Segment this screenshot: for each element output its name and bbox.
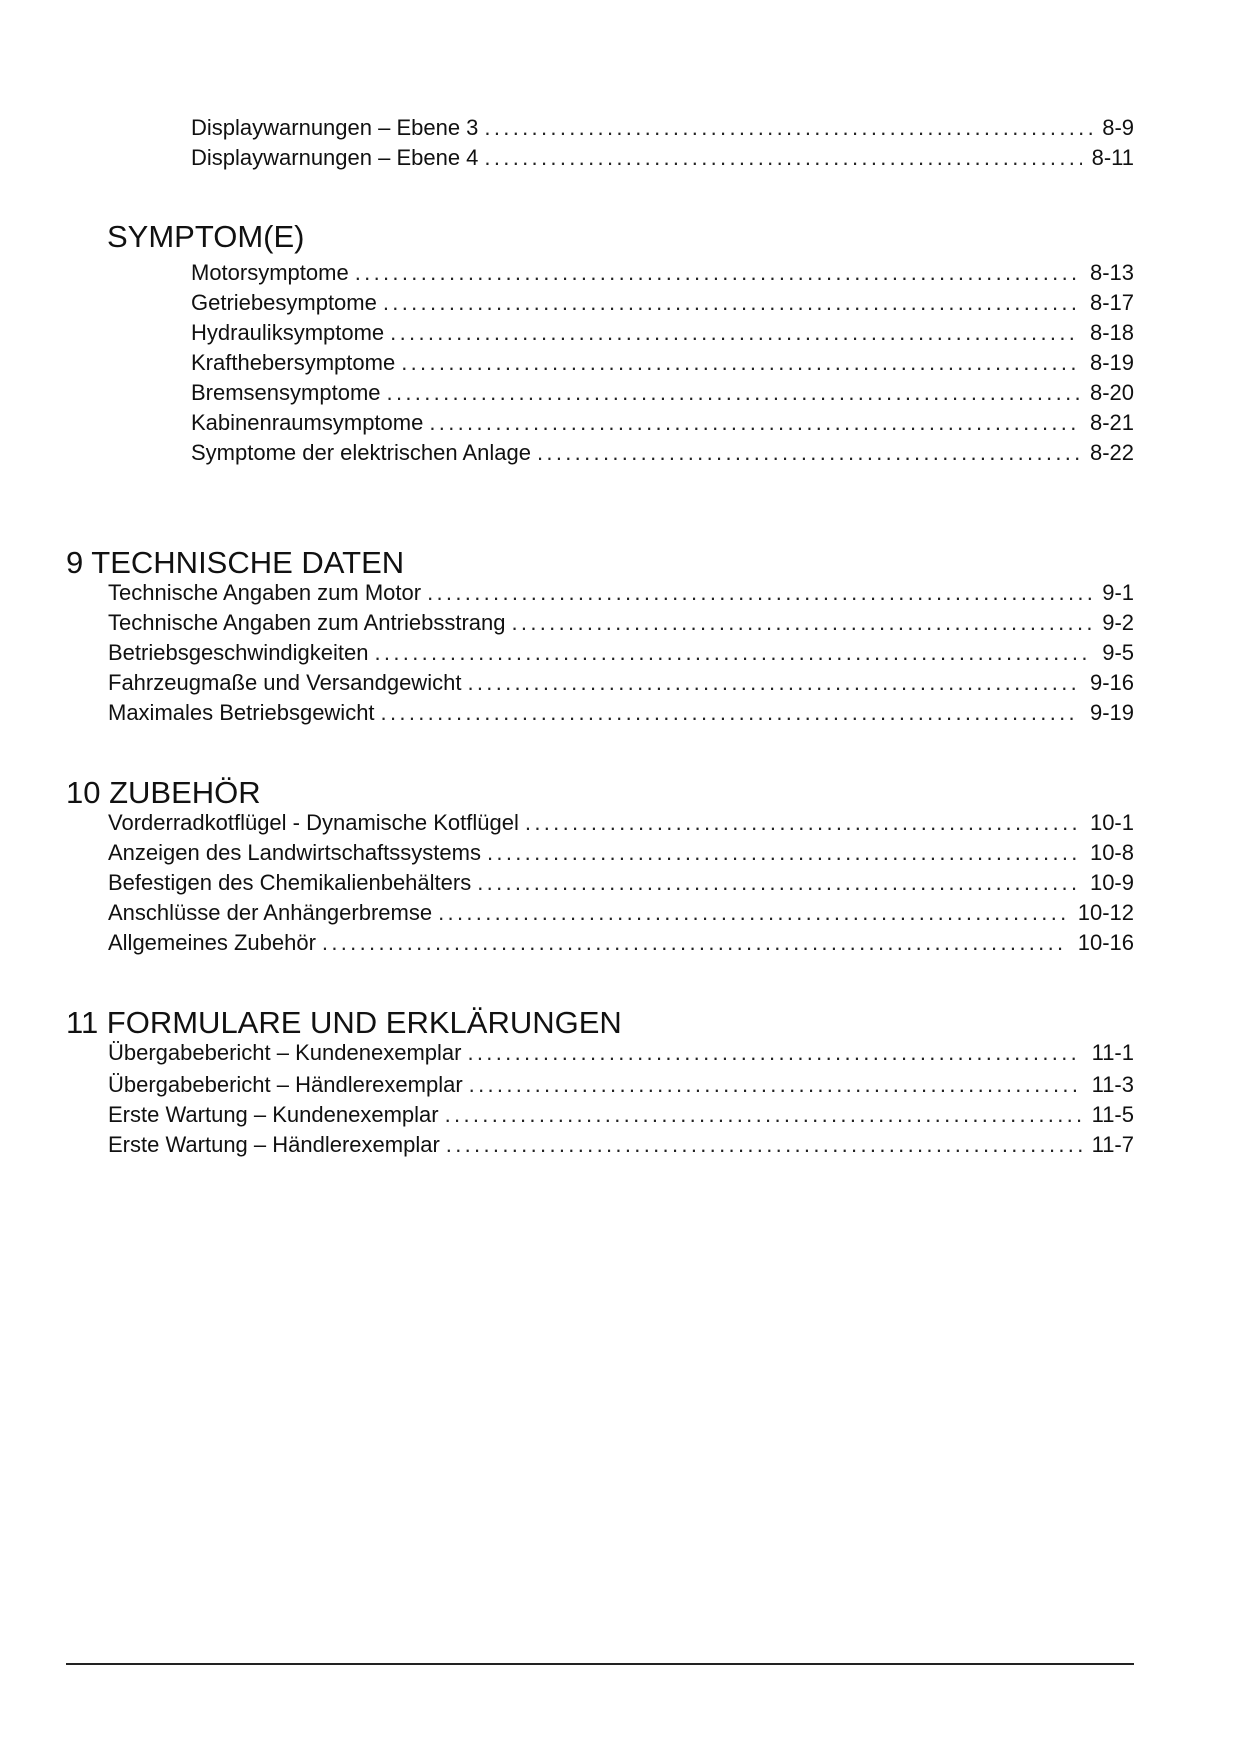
toc-entry-label: Befestigen des Chemikalienbehälters xyxy=(108,870,472,895)
toc-entry[interactable] xyxy=(108,928,1134,958)
toc-entry[interactable] xyxy=(191,348,1134,378)
dot-leader xyxy=(487,838,1080,868)
toc-entry-page: 8-19 xyxy=(1089,350,1134,375)
toc-entry[interactable] xyxy=(108,868,1134,898)
section-heading-formulare: 11 FORMULARE UND ERKLÄRUNGEN xyxy=(66,1005,622,1040)
toc-entry-page: 11-3 xyxy=(1091,1072,1134,1097)
toc-entry-page: 9-16 xyxy=(1089,670,1134,695)
dot-leader xyxy=(467,1038,1081,1068)
dot-leader xyxy=(445,1100,1082,1130)
toc-entry-label: Fahrzeugmaße und Versandgewicht xyxy=(108,670,462,695)
toc-entry[interactable] xyxy=(108,808,1134,838)
toc-entry-page: 10-16 xyxy=(1077,930,1134,955)
dot-leader xyxy=(322,928,1068,958)
toc-entry-label: Displaywarnungen – Ebene 3 xyxy=(191,115,479,140)
toc-entry-page: 11-1 xyxy=(1091,1040,1134,1065)
dot-leader xyxy=(525,808,1080,838)
toc-entry-page: 9-1 xyxy=(1102,580,1134,605)
toc-entry-label: Motorsymptome xyxy=(191,260,349,285)
toc-entry[interactable] xyxy=(108,898,1134,928)
section-heading-technische-daten: 9 TECHNISCHE DATEN xyxy=(66,545,405,580)
toc-entry-label: Technische Angaben zum Antriebsstrang xyxy=(108,610,506,635)
toc-entry-page: 9-2 xyxy=(1102,610,1134,635)
toc-entry-label: Technische Angaben zum Motor xyxy=(108,580,422,605)
toc-entry-page: 10-8 xyxy=(1089,840,1134,865)
section-heading-zubehoer: 10 ZUBEHÖR xyxy=(66,775,261,810)
toc-entry-label: Anschlüsse der Anhängerbremse xyxy=(108,900,433,925)
dot-leader xyxy=(438,898,1068,928)
toc-entry-label: Betriebsgeschwindigkeiten xyxy=(108,640,369,665)
toc-entry[interactable] xyxy=(108,698,1134,728)
toc-entry-page: 8-21 xyxy=(1089,410,1134,435)
toc-entry-page: 11-5 xyxy=(1091,1102,1134,1127)
toc-entry-label: Kabinenraumsymptome xyxy=(191,410,424,435)
toc-entry-label: Symptome der elektrischen Anlage xyxy=(191,440,531,465)
dot-leader xyxy=(469,1070,1082,1100)
toc-entry[interactable] xyxy=(108,608,1134,638)
dot-leader xyxy=(467,668,1080,698)
toc-entry-label: Hydrauliksymptome xyxy=(191,320,385,345)
toc-entry-page: 9-19 xyxy=(1089,700,1134,725)
toc-entry-label: Bremsensymptome xyxy=(191,380,381,405)
toc-entry[interactable] xyxy=(108,668,1134,698)
toc-entry-label: Erste Wartung – Händlerexemplar xyxy=(108,1132,440,1157)
toc-entry-label: Vorderradkotflügel - Dynamische Kotflügel xyxy=(108,810,519,835)
toc-entry[interactable] xyxy=(191,113,1134,143)
dot-leader xyxy=(375,638,1093,668)
dot-leader xyxy=(401,348,1080,378)
toc-entry-page: 8-17 xyxy=(1089,290,1134,315)
toc-entry-label: Maximales Betriebsgewicht xyxy=(108,700,375,725)
dot-leader xyxy=(484,113,1092,143)
toc-entry[interactable] xyxy=(108,1038,1134,1068)
toc-entry-label: Übergabebericht – Kundenexemplar xyxy=(108,1040,462,1065)
toc-entry[interactable] xyxy=(108,638,1134,668)
toc-entry-label: Allgemeines Zubehör xyxy=(108,930,316,955)
dot-leader xyxy=(355,258,1080,288)
toc-entry-page: 10-1 xyxy=(1089,810,1134,835)
footer-rule xyxy=(66,1663,1134,1665)
toc-entry-page: 8-13 xyxy=(1089,260,1134,285)
toc-entry-page: 10-9 xyxy=(1089,870,1134,895)
dot-leader xyxy=(381,698,1080,728)
toc-entry-page: 8-11 xyxy=(1091,145,1134,170)
dot-leader xyxy=(477,868,1080,898)
dot-leader xyxy=(446,1130,1082,1160)
toc-entry[interactable] xyxy=(191,408,1134,438)
toc-entry-page: 8-18 xyxy=(1089,320,1134,345)
toc-entry-page: 10-12 xyxy=(1077,900,1134,925)
dot-leader xyxy=(387,378,1080,408)
dot-leader xyxy=(511,608,1092,638)
toc-entry-label: Anzeigen des Landwirtschaftssystems xyxy=(108,840,481,865)
dot-leader xyxy=(390,318,1080,348)
toc-entry[interactable] xyxy=(191,288,1134,318)
toc-entry-label: Übergabebericht – Händlerexemplar xyxy=(108,1072,463,1097)
toc-entry-label: Krafthebersymptome xyxy=(191,350,396,375)
toc-entry[interactable] xyxy=(191,258,1134,288)
toc-entry[interactable] xyxy=(191,143,1134,173)
toc-entry-page: 8-9 xyxy=(1102,115,1134,140)
toc-entry[interactable] xyxy=(191,318,1134,348)
toc-entry-page: 8-20 xyxy=(1089,380,1134,405)
section-heading-symptome: SYMPTOM(E) xyxy=(107,219,305,254)
toc-entry-label: Erste Wartung – Kundenexemplar xyxy=(108,1102,439,1127)
toc-entry[interactable] xyxy=(108,1100,1134,1130)
dot-leader xyxy=(484,143,1081,173)
toc-entry-label: Getriebesymptome xyxy=(191,290,377,315)
toc-entry[interactable] xyxy=(108,838,1134,868)
dot-leader xyxy=(537,438,1080,468)
toc-entry-label: Displaywarnungen – Ebene 4 xyxy=(191,145,479,170)
dot-leader xyxy=(383,288,1080,318)
dot-leader xyxy=(427,578,1092,608)
toc-entry[interactable] xyxy=(191,438,1134,468)
toc-entry-page: 11-7 xyxy=(1091,1132,1134,1157)
toc-entry[interactable] xyxy=(108,1070,1134,1100)
toc-entry-page: 8-22 xyxy=(1089,440,1134,465)
toc-entry-page: 9-5 xyxy=(1102,640,1134,665)
toc-entry[interactable] xyxy=(108,578,1134,608)
toc-entry[interactable] xyxy=(191,378,1134,408)
dot-leader xyxy=(429,408,1080,438)
toc-entry[interactable] xyxy=(108,1130,1134,1160)
